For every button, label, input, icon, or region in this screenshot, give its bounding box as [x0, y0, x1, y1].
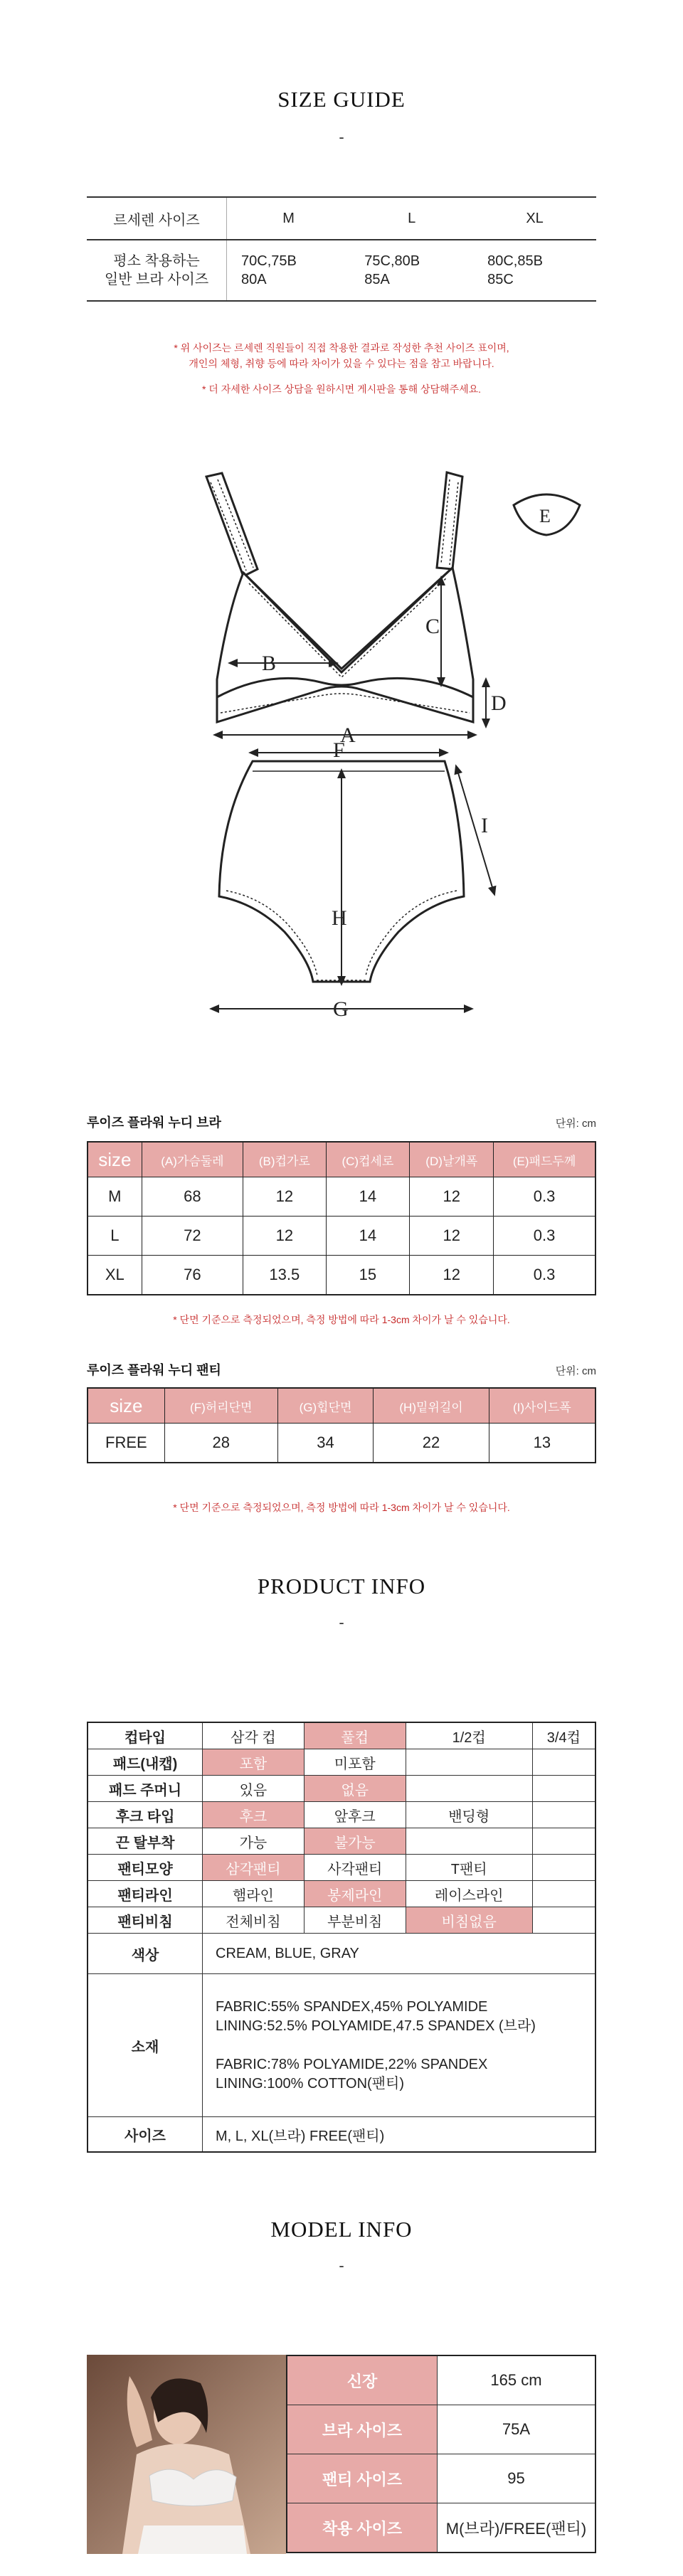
table-row	[88, 1776, 595, 1802]
table-row	[88, 1424, 595, 1463]
panty-table-caption: 루이즈 플라워 누디 팬티	[87, 1363, 221, 1377]
option-cell	[532, 1828, 595, 1855]
option-cell: 밴딩형	[406, 1802, 532, 1828]
cell: 12	[410, 1217, 494, 1256]
cell: 15	[326, 1256, 410, 1295]
product-info-title: PRODUCT INFO	[257, 1574, 426, 1599]
table-row	[287, 2405, 595, 2454]
option-cell: 햄라인	[203, 1881, 305, 1907]
cell: FREE	[88, 1424, 164, 1463]
bra-drawing	[206, 472, 473, 722]
cell: 12	[410, 1177, 494, 1217]
col-g: (G)힙단면	[277, 1388, 374, 1424]
option-cell: 후크	[203, 1802, 305, 1828]
bra-size-xl	[473, 240, 596, 301]
cell: 76	[142, 1256, 243, 1295]
option-cell	[532, 1881, 595, 1907]
table-row	[88, 1749, 595, 1776]
table-row	[87, 240, 596, 301]
cell: 72	[142, 1217, 243, 1256]
cell: 0.3	[494, 1177, 595, 1217]
col-h: (H)밑위길이	[374, 1388, 489, 1424]
material-head: 소재	[88, 1974, 203, 2117]
row-head: 컵타입	[88, 1722, 203, 1749]
cell: 13	[489, 1424, 595, 1463]
option-cell: 비침없음	[406, 1907, 532, 1934]
row-head: 팬티비침	[88, 1907, 203, 1934]
col-c: (C)컵세로	[326, 1142, 410, 1177]
cell: XL	[88, 1256, 142, 1295]
cell: 12	[243, 1217, 326, 1256]
option-cell	[406, 1828, 532, 1855]
product-info-body	[88, 1722, 595, 2152]
option-cell: 사각팬티	[304, 1855, 406, 1881]
label-a: A	[340, 723, 356, 747]
bra-size-label-line1: 평소 착용하는	[113, 253, 200, 269]
label-c: C	[425, 615, 440, 638]
size-note-1a: * 위 사이즈는 르세렌 직원들이 직접 착용한 결과로 작성한 추천 사이즈 표이며,	[174, 342, 509, 354]
height-value: 165 cm	[438, 2355, 596, 2405]
bra-size-m-line2: 80A	[241, 272, 267, 287]
panty-table-note: * 단면 기준으로 측정되었으며, 측정 방법에 따라 1-3cm 차이가 날 수 있습니다.	[173, 1502, 510, 1513]
label-d: D	[491, 691, 507, 715]
bra-table-unit: 단위: cm	[555, 1118, 596, 1130]
model-info-dash: -	[339, 2257, 344, 2274]
panty-size-value: 95	[438, 2454, 596, 2503]
col-f: (F)허리단면	[164, 1388, 277, 1424]
worn-size-value: M(브라)/FREE(팬티)	[438, 2503, 596, 2553]
option-cell	[532, 1907, 595, 1934]
table-row	[88, 1855, 595, 1881]
col-e: (E)패드두께	[494, 1142, 595, 1177]
worn-size-head: 착용 사이즈	[287, 2503, 438, 2553]
cell: 34	[277, 1424, 374, 1463]
material-line: FABRIC:78% POLYAMIDE,22% SPANDEX	[216, 2056, 488, 2072]
table-row	[88, 1974, 595, 2117]
bra-size-l	[350, 240, 473, 301]
option-cell: 삼각팬티	[203, 1855, 305, 1881]
col-i: (I)사이드폭	[489, 1388, 595, 1424]
table-row	[88, 1177, 595, 1217]
cell: L	[88, 1217, 142, 1256]
bra-size-l-line2: 85A	[364, 272, 390, 287]
row-head: 팬티라인	[88, 1881, 203, 1907]
option-cell: 봉제라인	[304, 1881, 406, 1907]
table-row	[88, 1828, 595, 1855]
cell: 12	[410, 1256, 494, 1295]
table-row	[87, 197, 596, 240]
cell: 12	[243, 1177, 326, 1217]
bra-size-label	[87, 240, 227, 301]
bra-size-xl-line1: 80C,85B	[487, 253, 543, 269]
bra-size-m	[227, 240, 351, 301]
table-row	[287, 2355, 595, 2405]
size-l: L	[350, 197, 473, 240]
size-guide-title: SIZE GUIDE	[277, 87, 406, 112]
product-info-table	[87, 1722, 596, 2153]
size-value: M, L, XL(브라) FREE(팬티)	[203, 2117, 596, 2153]
model-info-table	[286, 2355, 596, 2553]
bra-size-value: 75A	[438, 2405, 596, 2454]
size-head: 사이즈	[88, 2117, 203, 2153]
material-line: LINING:100% COTTON(팬티)	[216, 2075, 404, 2092]
panty-table-unit: 단위: cm	[555, 1365, 596, 1377]
option-cell: 미포함	[304, 1749, 406, 1776]
size-m: M	[227, 197, 351, 240]
color-head: 색상	[88, 1934, 203, 1974]
option-cell: 1/2컵	[406, 1722, 532, 1749]
height-head: 신장	[287, 2355, 438, 2405]
row-head: 팬티모양	[88, 1855, 203, 1881]
bra-size-head: 브라 사이즈	[287, 2405, 438, 2454]
col-size: size	[88, 1142, 142, 1177]
material-value	[203, 1974, 596, 2117]
size-note-1b: 개인의 체형, 취향 등에 따라 차이가 있을 수 있다는 점을 참고 바랍니다.	[189, 358, 494, 369]
label-g: G	[333, 997, 349, 1021]
row-head: 후크 타입	[88, 1802, 203, 1828]
size-header-label: 르세렌 사이즈	[87, 197, 227, 240]
size-note-2: * 더 자세한 사이즈 상담을 원하시면 게시판을 통해 상담해주세요.	[201, 383, 482, 395]
option-cell	[532, 1802, 595, 1828]
row-head: 패드 주머니	[88, 1776, 203, 1802]
label-f: F	[333, 738, 345, 762]
option-cell	[532, 1855, 595, 1881]
table-row	[88, 2117, 595, 2153]
panty-size-table	[87, 1387, 596, 1463]
material-line: FABRIC:55% SPANDEX,45% POLYAMIDE	[216, 1998, 488, 2015]
color-value: CREAM, BLUE, GRAY	[203, 1934, 596, 1974]
bra-size-xl-line2: 85C	[487, 272, 514, 287]
table-row	[88, 1934, 595, 1974]
material-line: LINING:52.5% POLYAMIDE,47.5 SPANDEX (브라)	[216, 2018, 536, 2034]
row-head: 끈 탈부착	[88, 1828, 203, 1855]
bra-size-m-line1: 70C,75B	[241, 253, 297, 269]
bra-size-l-line1: 75C,80B	[364, 253, 420, 269]
product-info-dash: -	[339, 1613, 344, 1631]
table-row	[88, 1217, 595, 1256]
size-xl: XL	[473, 197, 596, 240]
option-cell: 없음	[304, 1776, 406, 1802]
label-b: B	[262, 652, 277, 675]
option-cell: 풀컵	[304, 1722, 406, 1749]
option-cell: 삼각 컵	[203, 1722, 305, 1749]
bra-table-caption: 루이즈 플라워 누디 브라	[87, 1115, 221, 1130]
table-row	[88, 1256, 595, 1295]
bra-size-table	[87, 1141, 596, 1295]
col-d: (D)날개폭	[410, 1142, 494, 1177]
table-row	[88, 1722, 595, 1749]
size-guide-dash: -	[339, 128, 344, 146]
cell: 68	[142, 1177, 243, 1217]
table-row	[287, 2454, 595, 2503]
row-head: 패드(내캡)	[88, 1749, 203, 1776]
cell: M	[88, 1177, 142, 1217]
table-header-row	[88, 1142, 595, 1177]
bra-size-label-line2: 일반 브라 사이즈	[104, 272, 209, 287]
option-cell: 3/4컵	[532, 1722, 595, 1749]
option-cell: 레이스라인	[406, 1881, 532, 1907]
table-row	[88, 1881, 595, 1907]
table-row	[88, 1907, 595, 1934]
label-i: I	[481, 814, 488, 837]
option-cell	[406, 1776, 532, 1802]
cell: 13.5	[243, 1256, 326, 1295]
cell: 22	[374, 1424, 489, 1463]
panty-size-head: 팬티 사이즈	[287, 2454, 438, 2503]
label-h: H	[332, 906, 347, 930]
option-cell	[532, 1749, 595, 1776]
cell: 0.3	[494, 1256, 595, 1295]
col-size: size	[88, 1388, 164, 1424]
option-cell: 전체비침	[203, 1907, 305, 1934]
col-a: (A)가슴둘레	[142, 1142, 243, 1177]
bra-table-note: * 단면 기준으로 측정되었으며, 측정 방법에 따라 1-3cm 차이가 날 수 있습니다.	[173, 1314, 510, 1325]
option-cell: 포함	[203, 1749, 305, 1776]
option-cell: 있음	[203, 1776, 305, 1802]
cell: 0.3	[494, 1217, 595, 1256]
model-info-title: MODEL INFO	[270, 2217, 413, 2242]
table-row	[287, 2503, 595, 2553]
option-cell: 가능	[203, 1828, 305, 1855]
option-cell: 불가능	[304, 1828, 406, 1855]
table-header-row	[88, 1388, 595, 1424]
size-note-1	[0, 340, 683, 371]
cell: 14	[326, 1217, 410, 1256]
size-guide-table	[87, 196, 596, 302]
cell: 28	[164, 1424, 277, 1463]
option-cell: T팬티	[406, 1855, 532, 1881]
option-cell: 부분비침	[304, 1907, 406, 1934]
garment-diagram	[0, 455, 683, 1039]
model-photo	[87, 2355, 286, 2554]
option-cell	[532, 1776, 595, 1802]
table-row	[88, 1802, 595, 1828]
option-cell	[406, 1749, 532, 1776]
option-cell: 앞후크	[304, 1802, 406, 1828]
col-b: (B)컵가로	[243, 1142, 326, 1177]
label-e: E	[539, 506, 551, 526]
cell: 14	[326, 1177, 410, 1217]
